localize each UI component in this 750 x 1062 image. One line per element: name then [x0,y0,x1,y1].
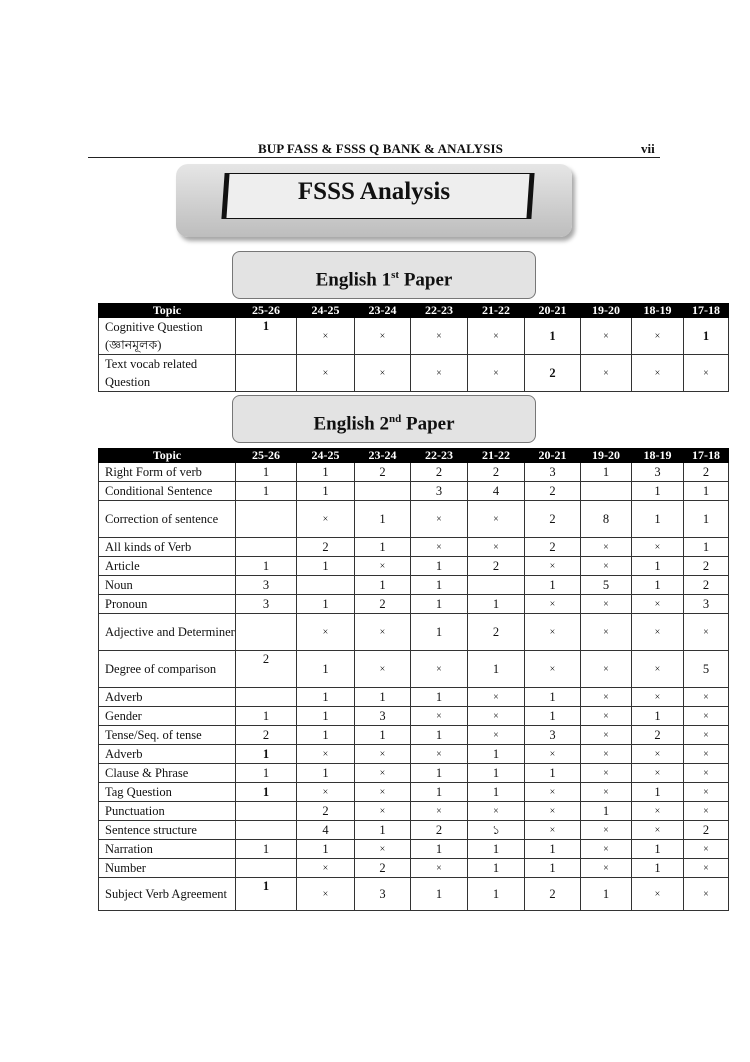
count-cell: 1 [355,576,411,595]
count-cell: × [411,355,468,392]
count-cell: 1 [411,764,468,783]
count-cell: 1 [297,726,355,745]
column-header-topic: Topic [99,449,236,463]
count-cell: 1 [468,840,525,859]
count-cell: × [468,318,525,355]
topic-cell: Adverb [99,688,236,707]
count-cell: 1 [236,764,297,783]
topic-cell: Pronoun [99,595,236,614]
count-cell: × [525,651,581,688]
count-cell: × [581,707,632,726]
table-row [99,859,729,878]
count-cell: 1 [525,859,581,878]
count-cell: 1 [411,878,468,911]
topic-cell: Punctuation [99,802,236,821]
count-cell: 1 [468,745,525,764]
count-cell: 3 [355,707,411,726]
count-cell: 1 [525,707,581,726]
count-cell: × [684,840,729,859]
count-cell: 2 [411,821,468,840]
count-cell [236,355,297,392]
table-row [99,482,729,501]
count-cell: × [297,745,355,764]
topic-cell: Number [99,859,236,878]
count-cell: × [684,764,729,783]
topic-cell: Narration [99,840,236,859]
count-cell: × [525,595,581,614]
count-cell: 1 [236,745,297,764]
count-cell: 5 [684,651,729,688]
count-cell: ১ [468,821,525,840]
count-cell: 1 [411,614,468,651]
count-cell: × [684,355,729,392]
count-cell: × [581,595,632,614]
table-row [99,595,729,614]
count-cell [236,821,297,840]
count-cell: 1 [525,688,581,707]
count-cell: 1 [236,783,297,802]
count-cell: 1 [297,840,355,859]
column-header-year: 25-26 [236,304,297,318]
count-cell: 2 [355,859,411,878]
count-cell: 3 [236,595,297,614]
count-cell: × [632,745,684,764]
count-cell: × [581,840,632,859]
count-cell [297,576,355,595]
count-cell: 2 [525,482,581,501]
count-cell: × [297,878,355,911]
count-cell: 1 [411,557,468,576]
count-cell: × [355,557,411,576]
topic-cell: Gender [99,707,236,726]
banner-title: FSSS Analysis [297,178,451,205]
count-cell: × [297,783,355,802]
count-cell: 1 [355,821,411,840]
topic-cell: Conditional Sentence [99,482,236,501]
count-cell: × [632,651,684,688]
count-cell: × [684,783,729,802]
count-cell: 1 [525,840,581,859]
count-cell: × [684,802,729,821]
count-cell: 2 [468,614,525,651]
count-cell: × [632,802,684,821]
table-row [99,463,729,482]
count-cell: × [297,318,355,355]
count-cell: 3 [236,576,297,595]
count-cell: 1 [236,878,297,911]
count-cell: 2 [525,501,581,538]
count-cell: 3 [411,482,468,501]
count-cell: × [355,651,411,688]
count-cell: 1 [632,557,684,576]
count-cell: 1 [411,595,468,614]
count-cell: × [468,501,525,538]
count-cell: × [355,318,411,355]
table-row [99,538,729,557]
count-cell: × [581,764,632,783]
count-cell [236,802,297,821]
column-header-year: 25-26 [236,449,297,463]
count-cell [355,482,411,501]
count-cell: 2 [355,595,411,614]
count-cell: 1 [581,463,632,482]
count-cell: × [297,501,355,538]
count-cell: × [468,538,525,557]
topic-cell: Tense/Seq. of tense [99,726,236,745]
count-cell [236,614,297,651]
paper2-heading [232,395,536,443]
count-cell: 1 [684,318,729,355]
column-header-year: 23-24 [355,449,411,463]
count-cell [468,576,525,595]
count-cell: 2 [684,557,729,576]
topic-cell: Adjective and Determiner [99,614,236,651]
count-cell: × [411,859,468,878]
column-header-year: 22-23 [411,449,468,463]
count-cell: × [411,745,468,764]
count-cell: 1 [355,688,411,707]
count-cell: 1 [468,651,525,688]
count-cell: × [411,802,468,821]
count-cell: 1 [525,764,581,783]
count-cell: × [684,878,729,911]
count-cell: 1 [632,576,684,595]
count-cell: 1 [525,318,581,355]
count-cell: × [581,557,632,576]
paper2-title-main: English 2 [313,413,389,435]
count-cell: × [581,745,632,764]
count-cell: × [355,802,411,821]
count-cell: 2 [684,821,729,840]
count-cell: × [468,707,525,726]
topic-cell: Subject Verb Agreement [99,878,236,911]
paper2-title-tail: Paper [401,413,455,435]
count-cell: × [581,821,632,840]
count-cell: × [632,538,684,557]
count-cell: 2 [468,463,525,482]
count-cell: 1 [468,595,525,614]
count-cell: 1 [684,482,729,501]
count-cell: × [581,318,632,355]
table-row [99,318,729,355]
count-cell: × [355,745,411,764]
count-cell: × [525,783,581,802]
count-cell: 4 [297,821,355,840]
count-cell: 1 [236,463,297,482]
count-cell: 2 [525,355,581,392]
count-cell: 1 [355,538,411,557]
count-cell: × [355,783,411,802]
count-cell: 1 [632,859,684,878]
count-cell: 1 [355,501,411,538]
count-cell: × [581,614,632,651]
table-row [99,764,729,783]
count-cell: 1 [236,707,297,726]
count-cell: × [468,355,525,392]
count-cell: 1 [297,482,355,501]
count-cell: × [411,707,468,726]
table-row [99,614,729,651]
count-cell: 2 [632,726,684,745]
count-cell: 1 [297,651,355,688]
count-cell: 2 [525,878,581,911]
column-header-year: 21-22 [468,304,525,318]
column-header-topic: Topic [99,304,236,318]
count-cell: 1 [236,840,297,859]
topic-cell: Cognitive Question (জ্ঞানমূলক) [99,318,236,355]
count-cell: 2 [297,538,355,557]
count-cell: × [632,355,684,392]
count-cell: × [297,614,355,651]
count-cell: 1 [236,318,297,355]
count-cell: × [581,859,632,878]
column-header-year: 19-20 [581,449,632,463]
count-cell: × [684,707,729,726]
count-cell: × [411,538,468,557]
count-cell: × [297,859,355,878]
paper2-title-sup: nd [388,413,402,425]
table-row [99,355,729,392]
count-cell: × [632,318,684,355]
count-cell: × [411,651,468,688]
header-title: BUP FASS & FSSS Q BANK & ANALYSIS [258,141,503,156]
column-header-year: 18-19 [632,304,684,318]
column-header-year: 20-21 [525,449,581,463]
topic-cell: All kinds of Verb [99,538,236,557]
count-cell: 2 [684,576,729,595]
count-cell: × [632,614,684,651]
count-cell: 1 [411,688,468,707]
section-banner [176,164,572,237]
count-cell: 2 [525,538,581,557]
count-cell: 3 [632,463,684,482]
count-cell: 1 [236,557,297,576]
english-2nd-paper-table [98,448,729,911]
table-row [99,802,729,821]
count-cell: 1 [632,783,684,802]
count-cell: 1 [411,840,468,859]
topic-cell: Right Form of verb [99,463,236,482]
count-cell [236,859,297,878]
table-row [99,688,729,707]
count-cell: 3 [355,878,411,911]
count-cell: × [355,840,411,859]
topic-cell: Tag Question [99,783,236,802]
count-cell: × [355,355,411,392]
count-cell: × [632,595,684,614]
count-cell: 1 [632,840,684,859]
count-cell: 1 [297,557,355,576]
column-header-year: 24-25 [297,449,355,463]
paper1-heading [232,251,536,299]
column-header-year: 21-22 [468,449,525,463]
count-cell: 1 [411,726,468,745]
count-cell: 1 [581,802,632,821]
table-row [99,651,729,688]
count-cell: 1 [632,482,684,501]
count-cell: × [684,859,729,878]
count-cell: 1 [632,707,684,726]
topic-cell: Noun [99,576,236,595]
count-cell: 1 [468,878,525,911]
paper1-title-main: English 1 [315,269,392,291]
count-cell: × [632,764,684,783]
count-cell: 1 [581,878,632,911]
paper1-title-sup: st [391,269,400,281]
count-cell: × [684,726,729,745]
count-cell: 3 [525,463,581,482]
table-row [99,576,729,595]
topic-cell: Correction of sentence [99,501,236,538]
page-number: vii [641,141,655,156]
column-header-year: 17-18 [684,304,729,318]
count-cell: 1 [632,501,684,538]
count-cell: 1 [411,576,468,595]
table-row [99,878,729,911]
count-cell: 1 [468,764,525,783]
count-cell: × [525,821,581,840]
column-header-year: 23-24 [355,304,411,318]
header-rule [88,157,660,158]
column-header-year: 20-21 [525,304,581,318]
count-cell: 1 [297,764,355,783]
count-cell: × [355,764,411,783]
table-row [99,726,729,745]
count-cell: × [581,783,632,802]
count-cell: × [297,355,355,392]
count-cell: 2 [297,802,355,821]
table-row [99,557,729,576]
count-cell: × [581,538,632,557]
count-cell: × [581,355,632,392]
count-cell: 3 [525,726,581,745]
count-cell: 1 [236,482,297,501]
topic-cell: Adverb [99,745,236,764]
count-cell: 1 [684,538,729,557]
count-cell: 1 [411,783,468,802]
count-cell: 2 [355,463,411,482]
count-cell: 5 [581,576,632,595]
count-cell: 1 [297,595,355,614]
count-cell: × [684,745,729,764]
topic-cell: Clause & Phrase [99,764,236,783]
count-cell: × [684,614,729,651]
count-cell: × [581,651,632,688]
count-cell: × [411,501,468,538]
column-header-year: 17-18 [684,449,729,463]
count-cell: 1 [297,463,355,482]
count-cell: 1 [468,859,525,878]
column-header-year: 18-19 [632,449,684,463]
count-cell: 8 [581,501,632,538]
count-cell: × [684,688,729,707]
count-cell: 1 [468,783,525,802]
topic-cell: Sentence structure [99,821,236,840]
english-1st-paper-table [98,303,729,392]
count-cell: 1 [525,576,581,595]
count-cell: 1 [355,726,411,745]
table-row [99,707,729,726]
table-row [99,840,729,859]
column-header-year: 19-20 [581,304,632,318]
paper1-title-tail: Paper [399,269,453,291]
table-row [99,783,729,802]
count-cell: × [581,726,632,745]
count-cell: 2 [468,557,525,576]
topic-cell: Degree of comparison [99,651,236,688]
count-cell: × [468,802,525,821]
count-cell: × [525,802,581,821]
column-header-year: 24-25 [297,304,355,318]
count-cell: 1 [297,707,355,726]
column-header-year: 22-23 [411,304,468,318]
count-cell: 2 [684,463,729,482]
count-cell [581,482,632,501]
table-row [99,821,729,840]
count-cell: × [355,614,411,651]
count-cell: × [525,614,581,651]
count-cell: × [411,318,468,355]
count-cell: 1 [297,688,355,707]
count-cell: 1 [684,501,729,538]
count-cell: × [581,688,632,707]
topic-cell: Article [99,557,236,576]
topic-cell: Text vocab related Question [99,355,236,392]
count-cell [236,688,297,707]
count-cell [236,538,297,557]
count-cell: × [525,745,581,764]
count-cell: × [632,821,684,840]
count-cell: 2 [236,651,297,688]
count-cell: × [525,557,581,576]
count-cell: × [632,688,684,707]
count-cell: 2 [236,726,297,745]
table-row [99,745,729,764]
count-cell: 2 [411,463,468,482]
count-cell: × [468,726,525,745]
count-cell: × [468,688,525,707]
count-cell [236,501,297,538]
count-cell: × [632,878,684,911]
count-cell: 4 [468,482,525,501]
count-cell: 3 [684,595,729,614]
table-row [99,501,729,538]
